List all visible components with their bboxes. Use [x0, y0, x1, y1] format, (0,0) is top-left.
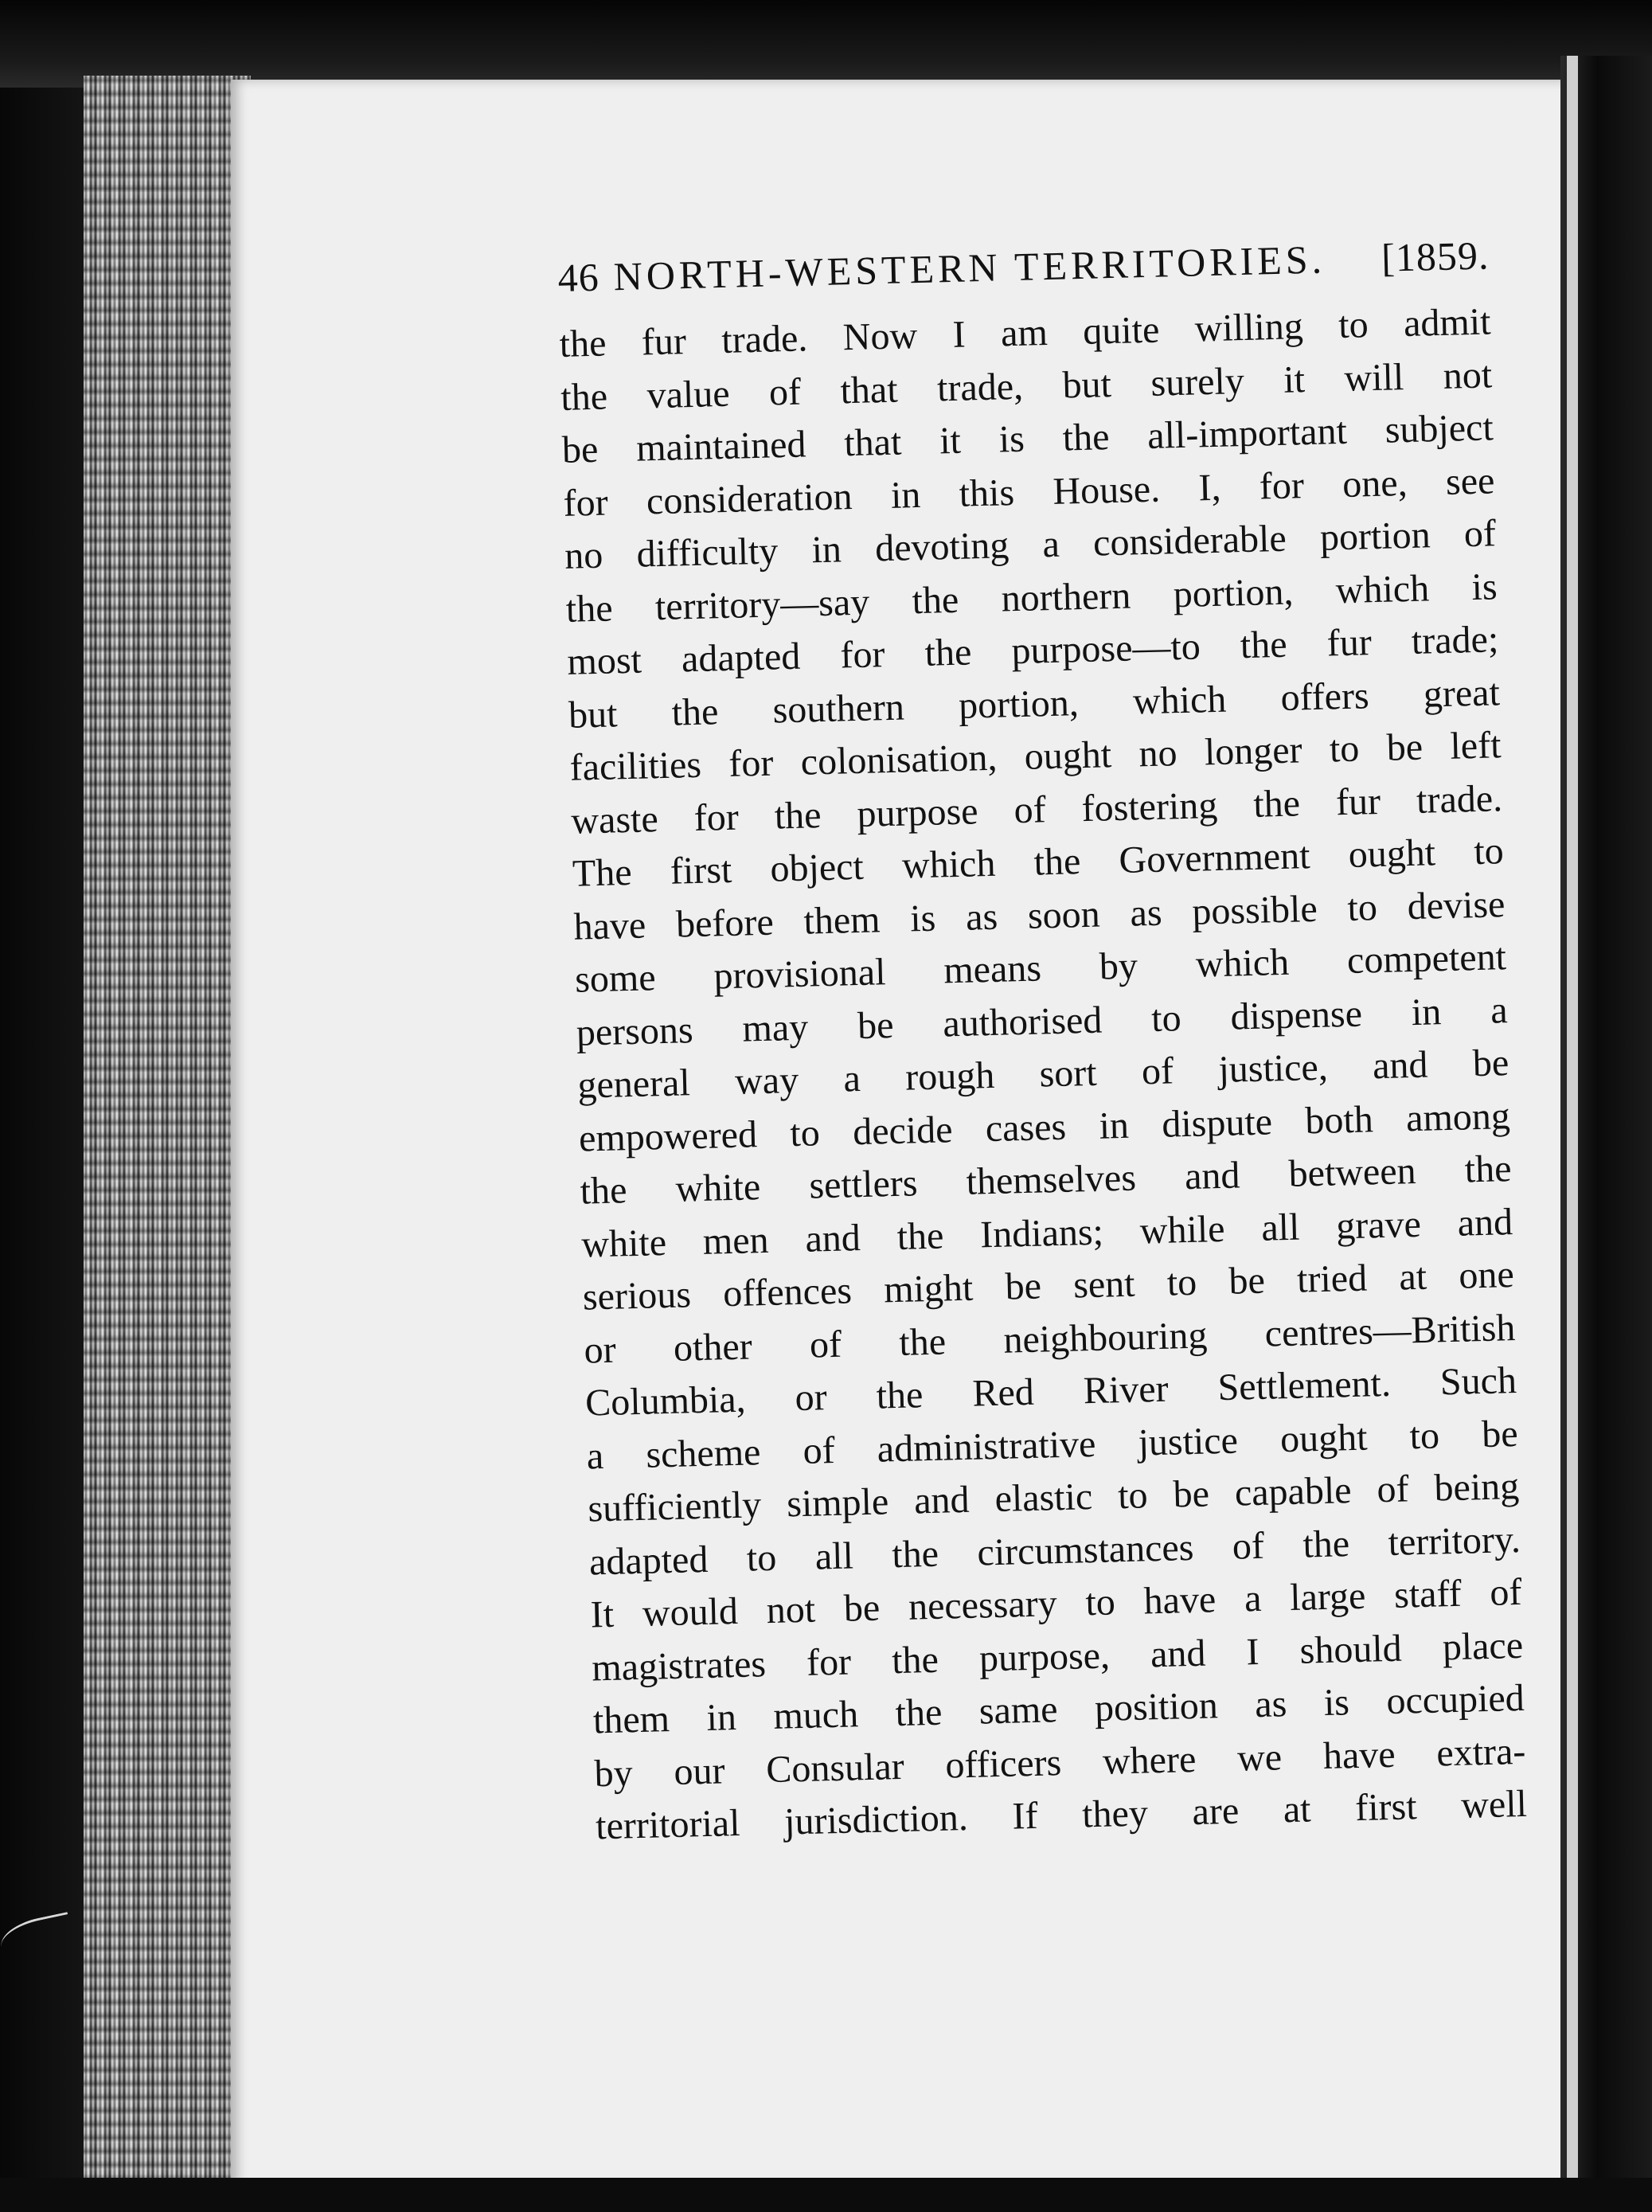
text-line: be maintained that it is the all-important subject: [561, 406, 1494, 471]
text-line: territorial jurisdiction. If they are at first well: [595, 1782, 1528, 1848]
text-line: serious offences might be sent to be tried at one: [582, 1253, 1515, 1319]
text-line: facilities for colonisation, ought no longer to be left: [569, 724, 1502, 789]
text-line: The first object which the Government ought to: [572, 830, 1505, 895]
book-binding-edge: [1560, 56, 1652, 2212]
text-line: the territory—say the northern portion, which is: [565, 565, 1498, 631]
book-page-edges: [84, 76, 251, 2178]
text-line: some provisional means by which competent: [574, 936, 1507, 1001]
page-number: 46: [557, 254, 600, 300]
text-line: empowered to decide cases in dispute both among: [578, 1094, 1511, 1160]
text-line: a scheme of administrative justice ought to be: [586, 1412, 1519, 1478]
text-line: the value of that trade, but surely it will not: [560, 353, 1493, 419]
text-line: the white settlers themselves and between the: [580, 1147, 1513, 1213]
text-line: adapted to all the circumstances of the territory.: [588, 1518, 1521, 1584]
text-line: magistrates for the purpose, and I should place: [591, 1624, 1524, 1689]
text-line: the fur trade. Now I am quite willing to admit: [559, 300, 1492, 365]
text-line: persons may be authorised to dispense in a: [576, 988, 1509, 1054]
text-line: sufficiently simple and elastic to be capable of being: [587, 1464, 1520, 1530]
scan-left-border: [0, 0, 88, 2212]
text-line: them in much the same position as is occupied: [592, 1676, 1525, 1742]
text-line: white men and the Indians; while all grave and: [580, 1200, 1513, 1266]
text-line: but the southern portion, which offers great: [568, 670, 1501, 737]
body-text: [559, 295, 1528, 1854]
running-title: NORTH-WESTERN TERRITORIES.: [613, 236, 1326, 299]
text-line: Columbia, or the Red River Settlement. Such: [584, 1358, 1517, 1425]
running-year: [1859.: [1381, 233, 1490, 280]
text-line: for consideration in this House. I, for one, see: [562, 459, 1495, 525]
scan-bottom-border: [0, 2178, 1652, 2212]
scan-top-border: [0, 0, 1652, 88]
text-line: have before them is as soon as possible to devise: [572, 882, 1506, 948]
text-line: most adapted for the purpose—to the fur trade;: [566, 618, 1499, 683]
text-line: or other of the neighbouring centres—British: [583, 1306, 1516, 1372]
text-line: It would not be necessary to have a large staff of: [590, 1570, 1523, 1636]
page-text-block: [557, 232, 1528, 1853]
text-line: by our Consular officers where we have extra-: [593, 1729, 1526, 1795]
text-line: no difficulty in devoting a considerable portion of: [564, 512, 1497, 577]
text-line: waste for the purpose of fostering the fur trade.: [570, 776, 1503, 842]
text-line: general way a rough sort of justice, and be: [576, 1042, 1509, 1107]
